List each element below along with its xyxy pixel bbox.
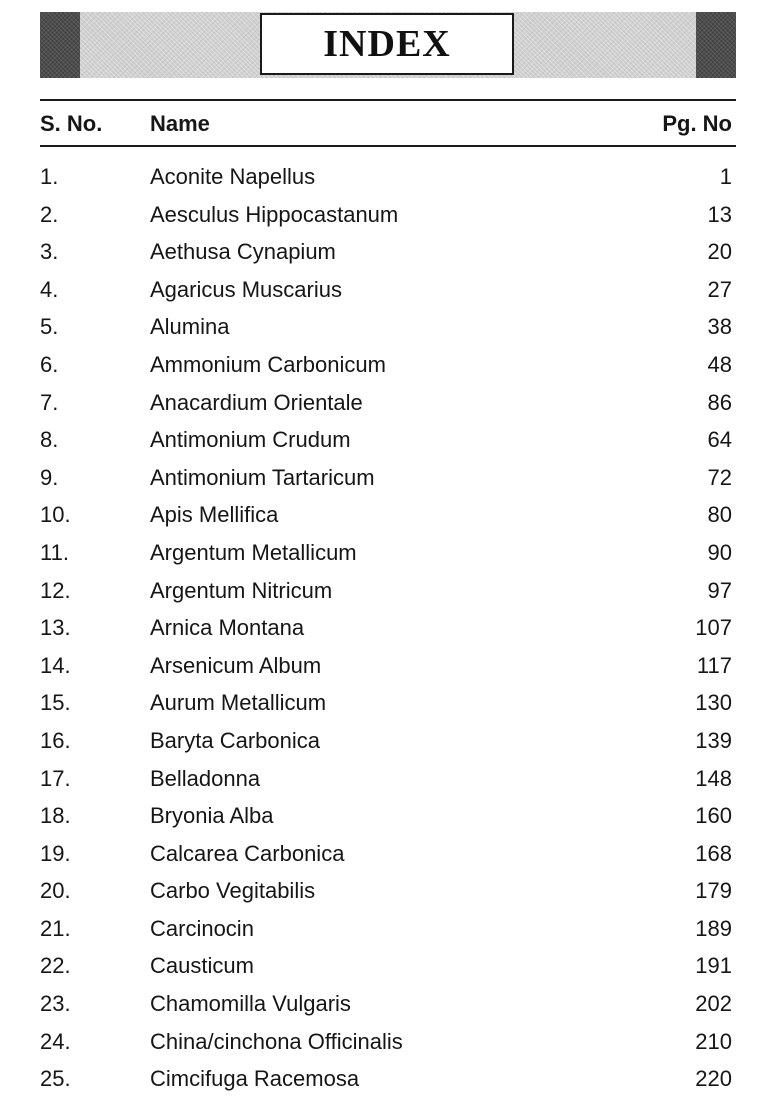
entry-name: Aconite Napellus (150, 164, 316, 189)
table-header-rule (40, 145, 736, 147)
entry-name: Argentum Metallicum (150, 539, 357, 565)
entry-name: China/cinchona Officinalis (150, 1028, 403, 1054)
entry-number: 5. (40, 314, 59, 340)
index-entry-row (40, 497, 732, 535)
entry-number: 15. (40, 690, 71, 716)
entry-name: Aesculus Hippocastanum (150, 201, 399, 227)
entry-page: 179 (695, 878, 732, 904)
entry-number: 16. (40, 727, 71, 753)
index-entry-row (40, 460, 732, 498)
index-entry-row (40, 272, 732, 310)
index-entry-row (40, 234, 732, 272)
entry-name: Agaricus Muscarius (150, 276, 342, 302)
entry-page: 189 (695, 915, 732, 941)
entry-name: Argentum Nitricum (150, 577, 333, 603)
entry-name: Antimonium Tartaricum (150, 464, 375, 490)
index-entry-row (40, 986, 732, 1024)
column-header-sno: S. No. (40, 111, 103, 136)
entry-number: 8. (40, 427, 59, 453)
entry-name: Arnica Montana (150, 615, 305, 641)
entry-number: 18. (40, 803, 71, 829)
entry-name: Calcarea Carbonica (150, 840, 345, 866)
entry-name: Aurum Metallicum (150, 690, 327, 716)
index-entry-row (40, 723, 732, 761)
entry-number: 14. (40, 652, 71, 678)
entry-page: 1 (719, 164, 732, 189)
index-entry-row (40, 761, 732, 799)
index-entry-row (40, 948, 732, 986)
index-entry-row (40, 535, 732, 573)
entry-page: 97 (707, 577, 732, 603)
entry-page: 13 (707, 201, 732, 227)
entry-page: 130 (695, 690, 732, 716)
banner-left-cap (40, 12, 80, 78)
entry-name: Alumina (150, 314, 230, 340)
index-entry-row (40, 197, 732, 235)
entry-number: 2. (40, 201, 59, 227)
entry-page: 202 (695, 991, 732, 1017)
entry-page: 139 (695, 727, 732, 753)
page-title: INDEX (323, 23, 451, 65)
index-entry-row (40, 610, 732, 648)
entry-page: 168 (695, 840, 732, 866)
entry-number: 20. (40, 878, 71, 904)
entry-page: 107 (695, 615, 732, 641)
entry-number: 19. (40, 840, 71, 866)
entry-number: 9. (40, 464, 59, 490)
index-entry-row (40, 385, 732, 423)
entry-number: 22. (40, 953, 71, 979)
entry-page: 160 (695, 803, 732, 829)
entry-page: 210 (695, 1028, 732, 1054)
index-entry-row (40, 159, 732, 197)
banner-right-cap (696, 12, 736, 78)
index-entry-row (40, 911, 732, 949)
index-entry-row (40, 347, 732, 385)
entry-name: Belladonna (150, 765, 261, 791)
column-header-name: Name (150, 111, 210, 136)
entry-name: Arsenicum Album (150, 652, 322, 678)
index-entry-row (40, 798, 732, 836)
entry-number: 23. (40, 991, 71, 1017)
entry-page: 117 (696, 652, 732, 678)
entry-page: 90 (707, 539, 732, 565)
entry-page: 38 (707, 314, 732, 340)
index-entry-row (40, 573, 732, 611)
entry-page: 27 (707, 276, 732, 302)
entry-name: Cimcifuga Racemosa (150, 1066, 360, 1092)
index-entry-row (40, 648, 732, 686)
entry-page: 220 (695, 1066, 732, 1092)
entry-number: 17. (40, 765, 71, 791)
entry-number: 4. (40, 276, 59, 302)
entry-number: 24. (40, 1028, 71, 1054)
entry-name: Chamomilla Vulgaris (150, 991, 351, 1017)
entry-number: 10. (40, 502, 71, 528)
entry-number: 1. (40, 164, 59, 189)
entry-name: Ammonium Carbonicum (150, 351, 386, 377)
entry-page: 191 (695, 953, 732, 979)
index-entry-row (40, 873, 732, 911)
entry-page: 148 (695, 765, 732, 791)
entry-name: Carbo Vegitabilis (150, 878, 316, 904)
entry-name: Carcinocin (150, 915, 254, 941)
entry-number: 21. (40, 915, 71, 941)
entry-page: 86 (707, 389, 732, 415)
entry-page: 48 (707, 351, 732, 377)
entry-name: Baryta Carbonica (150, 727, 320, 753)
table-header (40, 104, 732, 142)
entry-name: Anacardium Orientale (150, 389, 363, 415)
entry-number: 12. (40, 577, 71, 603)
entry-page: 20 (707, 239, 732, 265)
entry-name: Aethusa Cynapium (150, 239, 336, 265)
entry-number: 13. (40, 615, 71, 641)
index-entry-row (40, 309, 732, 347)
entry-number: 25. (40, 1066, 71, 1092)
index-title-box (260, 13, 514, 75)
entry-number: 3. (40, 239, 59, 265)
index-list (40, 159, 732, 1099)
entry-page: 64 (707, 427, 732, 453)
column-header-page: Pg. No (662, 111, 732, 136)
entry-number: 7. (40, 389, 59, 415)
index-entry-row (40, 1061, 732, 1099)
entry-number: 6. (40, 351, 59, 377)
entry-page: 72 (707, 464, 732, 490)
entry-number: 11. (40, 539, 69, 565)
index-entry-row (40, 422, 732, 460)
entry-name: Antimonium Crudum (150, 427, 351, 453)
index-entry-row (40, 1024, 732, 1062)
entry-page: 80 (707, 502, 732, 528)
entry-name: Apis Mellifica (150, 502, 279, 528)
entry-name: Bryonia Alba (150, 803, 274, 829)
entry-name: Causticum (150, 953, 254, 979)
table-top-rule (40, 99, 736, 101)
index-entry-row (40, 836, 732, 874)
index-entry-row (40, 685, 732, 723)
